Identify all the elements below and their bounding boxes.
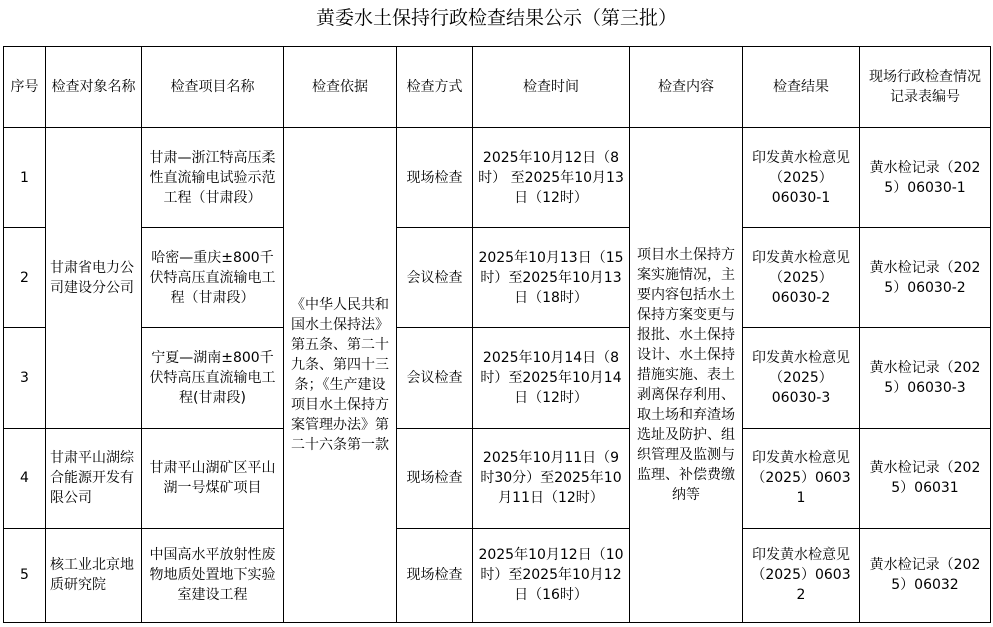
- header-method: 检查方式: [397, 47, 473, 128]
- row-time: 2025年10月14日（8时）至2025年10月14日（12时）: [473, 328, 630, 428]
- header-project: 检查项目名称: [142, 47, 284, 128]
- table-row: [4, 528, 991, 622]
- row-no: 2: [4, 228, 46, 328]
- header-time: 检查时间: [473, 47, 630, 128]
- row-result: 印发黄水检意见 （2025） 06030-3: [743, 328, 860, 428]
- row-project: 甘肃—浙江特高压柔性直流输电试验示范工程（甘肃段）: [142, 128, 284, 228]
- row-no: 4: [4, 428, 46, 528]
- row-time: 2025年10月13日（15时）至2025年10月13日（18时）: [473, 228, 630, 328]
- header-target: 检查对象名称: [46, 47, 142, 128]
- row-record: 黄水检记录（2025）06031: [860, 428, 991, 528]
- row-no: 1: [4, 128, 46, 228]
- row-project: 哈密—重庆±800千伏特高压直流输电工程（甘肃段）: [142, 228, 284, 328]
- inspection-results-table: [3, 46, 991, 623]
- row-basis: 《中华人民共和国水土保持法》第五条、第二十九条、第四十三条；《生产建设项目水土保持方案管理办法》第二十六条第一款: [284, 128, 397, 623]
- row-time: 2025年10月12日（8时） 至2025年10月13日（12时）: [473, 128, 630, 228]
- header-content: 检查内容: [630, 47, 743, 128]
- row-method: 现场检查: [397, 528, 473, 622]
- row-record: 黄水检记录（2025）06032: [860, 528, 991, 622]
- row-target: 甘肃省电力公司建设分公司: [46, 128, 142, 429]
- row-project: 中国高水平放射性废物地质处置地下实验室建设工程: [142, 528, 284, 622]
- row-record: 黄水检记录（2025）06030-3: [860, 328, 991, 428]
- row-method: 会议检查: [397, 328, 473, 428]
- row-project: 宁夏—湖南±800千伏特高压直流输电工程(甘肃段): [142, 328, 284, 428]
- row-method: 现场检查: [397, 428, 473, 528]
- table-row: [4, 428, 991, 528]
- row-no: 3: [4, 328, 46, 428]
- row-target: 甘肃平山湖综合能源开发有限公司: [46, 428, 142, 528]
- row-no: 5: [4, 528, 46, 622]
- table-row: [4, 128, 991, 228]
- row-time: 2025年10月12日（10时）至2025年10月12日（16时）: [473, 528, 630, 622]
- table-row: [4, 228, 991, 328]
- header-basis: 检查依据: [284, 47, 397, 128]
- row-time: 2025年10月11日（9时30分）至2025年10月11日（12时）: [473, 428, 630, 528]
- table-row: [4, 328, 991, 428]
- row-project: 甘肃平山湖矿区平山湖一号煤矿项目: [142, 428, 284, 528]
- row-result: 印发黄水检意见 （2025） 06030-2: [743, 228, 860, 328]
- page-title: 黄委水土保持行政检查结果公示（第三批）: [315, 7, 677, 29]
- row-method: 现场检查: [397, 128, 473, 228]
- header-no: 序号: [4, 47, 46, 128]
- row-record: 黄水检记录（2025）06030-2: [860, 228, 991, 328]
- row-result: 印发黄水检意见 （2025）06031: [743, 428, 860, 528]
- row-content: 项目水土保持方案实施情况，主要内容包括水土保持方案变更与报批、水土保持设计、水土保持措施实施、表土剥离保存利用、取土场和弃渣场选址及防护、组织管理及监测与监理、补偿费缴纳等: [630, 128, 743, 623]
- row-method: 会议检查: [397, 228, 473, 328]
- row-target: 核工业北京地质研究院: [46, 528, 142, 622]
- row-result: 印发黄水检意见 （2025）06032: [743, 528, 860, 622]
- row-result: 印发黄水检意见 （2025） 06030-1: [743, 128, 860, 228]
- header-result: 检查结果: [743, 47, 860, 128]
- header-record: 现场行政检查情况记录表编号: [860, 47, 991, 128]
- header-row: [4, 47, 991, 128]
- row-record: 黄水检记录（2025）06030-1: [860, 128, 991, 228]
